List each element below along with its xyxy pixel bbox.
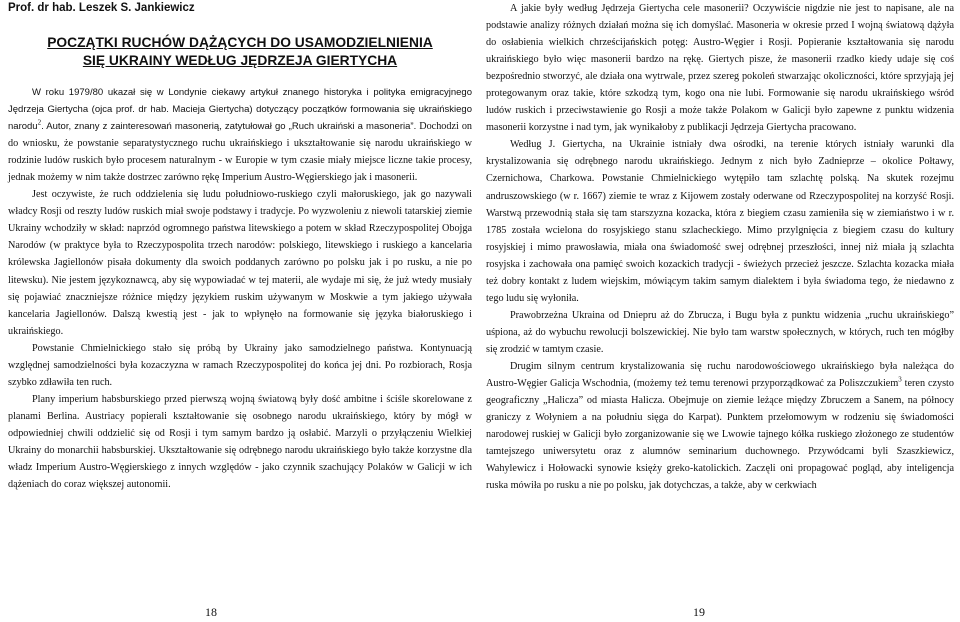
paragraph-3: Prawobrzeżna Ukraina od Dniepru aż do Zbrucza, i Bugu była z punktu widzenia „ruchu ukraińskiego” uśpiona, aż do wybuchu rewolucji bolszewickiej. Nie było tam warstw społecznych, w których, ruch ten mógłby się zrodzić w tamtym czasie. — [486, 309, 954, 355]
article-title — [8, 34, 472, 70]
title-line-1: POCZĄTKI RUCHÓW DĄŻĄCYCH DO USAMODZIELNIENIA — [47, 35, 433, 50]
page-number: 18 — [205, 605, 217, 619]
intro-text-c: Dochodzi on do wniosku, że powstanie separatystycznego ruchu ukraińskiego i ukształtowanie się narodu ukraińskiego w rodzinie ludów ruskich było procesem naturalnym - w Europie w tym czasie miały miejsce liczne takie procesy, jednak możemy w nim także dostrzec zarówno rękę Imperium Austro-Węgierskiego jak i masonerii. — [8, 121, 473, 184]
footnote-ref-3[interactable]: 3 — [898, 375, 902, 384]
paragraph-2: Jest oczywiste, że ruch oddzielenia się ludu południowo-ruskiego czyli małoruskiego, jak go nazywali władcy Rosji od reszty ludów ruskich miał swoje podstawy i tradycje. Po wyzwoleniu z niewoli tatarskiej ziemie Ukrainy wchodziły w skład: naprzód ogromnego państwa litewskiego a potem w skład Rzeczypospolitej Obojga Narodów (w praktyce była to Rzeczypospolita trzech narodów: polskiego, litewskiego i ruskiego a kancelaria królewska Jagiellonów pisała dokumenty dla swoich poddanych zarówno po polsku jak i po rusku, a nie po litewsku). Nie jestem językoznawcą, aby się wypowiadać w tej materii, ale wydaje mi się, że już wtedy musiały się pojawiać znaczniejsze różnice między językiem ruskim używanym w Moskwie a tym jakiego używała kancelaria Jagiellonów. Dalszą kwestią jest - jak to wpłynęło na formowanie się języka białoruskiego i ukraińskiego. — [8, 189, 472, 337]
paragraph-1: A jakie były według Jędrzeja Giertycha cele masonerii? Oczywiście nigdzie nie jest to napisane, ale na podstawie analizy różnych działań można się ich domyślać. Masoneria w okresie przed I wojną światową dążyła do osłabienia wielkich chrześcijańskich potęg: Austro-Węgier i Rosji. Popieranie kształtowania się narodu ukraińskiego było więc masonerii bardzo na rękę. Giertych pisze, że masonerii rzadko kiedy udaje się coś bezpośrednio stworzyć, ale działa ona wytrwale, przez szereg pokoleń stwarzając okoliczności, które sprzyjają jej protegowanym oraz takie, które szkodzą tym, kogo ona nie lubi. Formowanie się narodu ukraińskiego wśród ludów ruskich i przeciwstawienie go Rosji a może także Polakom w Galicji było zapewne z punktu widzenia masonerii korzystne i nad tym, jak wynikałoby z publikacji Jędrzeja Giertycha pracowano. — [486, 3, 954, 134]
footnote-ref-2[interactable]: 2 — [37, 118, 42, 127]
author-name: Prof. dr hab. Leszek S. Jankiewicz — [8, 2, 195, 14]
intro-text-b: . Autor, znany z zainteresowań masonerią, zatytułował go „Ruch ukraiński a masoneria”. — [41, 121, 417, 133]
title-line-2: SIĘ UKRAINY WEDŁUG JĘDRZEJA GIERTYCHA — [82, 53, 398, 68]
intro-text: W roku 1979/80 ukazał się w Londynie ciekawy artykuł znanego historyka i polityka emigracyjnego Jędrzeja Giertycha (ojca prof. dr hab. Macieja Giertycha) dotyczący początków formowania się ukraińskiego narodu — [8, 87, 472, 133]
right-page — [480, 0, 960, 622]
paragraph-3: Powstanie Chmielnickiego stało się próbą by Ukrainy jako samodzielnego państwa. Kontynuacją względnej samodzielności była kozaczyzna w ramach Rzeczypospolitej do końca jej dni. Po rozbiorach, Rosja szybko zdławiła ten ruch. — [8, 342, 472, 388]
paragraph-4-text: Drugim silnym centrum krystalizowania się ruchu narodowościowego ukraińskiego była należąca do Austro-Węgier Galicja Wschodnia, (możemy też temu terenowi przyporządkować za Poliszczukiem — [486, 360, 954, 390]
paragraph-4-text-b: teren czysto geograficzny „Halicza” od miasta Halicza. Obejmuje on ziemie leżące między Zbruczem a Sanem, na północy graniczy z Wołyniem a na południu sięga do Karpat). Punktem przełomowym w rodzeniu się świadomości narodowej ruskiej w Galicji było zorganizowanie się we Lwowie tajnego kółka ruskiego złożonego ze studentów tamtejszego uniwersytetu oraz z alumnów seminarium duchownego. Przywódcami byli Szaszkiewicz, Wahylewicz i Hołowacki synowie księży greko-katolickich. Zaczęli oni propagować pogląd, aby inteligencja ruska mówiła po rusku a nie po polsku, jak dotychczas, a także, aby w cerkwiach — [486, 378, 954, 492]
paragraph-4 — [486, 358, 954, 494]
page-number: 19 — [693, 605, 705, 619]
paragraph-2: Według J. Giertycha, na Ukrainie istniały dwa ośrodki, na terenie których istniały warunki dla krystalizowania się odrębnego narodu ukraińskiego. Jednym z nich było Zadnieprze – okolice Połtawy, Czernichowa, Charkowa. Powstanie Chmielnickiego wytępiło tam szlachtę polską. Na skutek rozejmu andruszowskiego (w r. 1667) ziemie te wraz z Kijowem zostały oderwane od Rzeczypospolitej na korzyść Rosji. Warstwą przewodnią stała się tam starszyzna kozacka, która z biegiem czasu zamieniła się w ziemiaństwo i w r. 1785 została wcielona do rosyjskiego stanu szlacheckiego. Mimo przylgnięcia z biegiem czasu do kultury rosyjskiej i mimo prawosławia, miała ona świadomość swej odrębnej przeszłości, innej niż miała ją szlachta rosyjska i zachowała ona pamięć swoich kozackich tradycji - świeżych przecież jeszcze. Szlachta kozacka miała też dobry kontakt z ludem wiejskim, mówiącym takim samym dialektem i była świadoma tego, że niedawno z tego ludu się wyłoniła. — [486, 139, 954, 304]
paragraph-4: Plany imperium habsburskiego przed pierwszą wojną światową były dość ambitne i ściśle skorelowane z planami Berlina. Austriacy popierali kształtowanie się osobnego narodu ukraińskiego, który by mógł w odpowiedniej chwili oddzielić się od Rosji i tym samym bardzo ją osłabić. Marzyli o przyłączeniu Wielkiej Ukrainy do monarchii habsburskiej. Ukształtowanie się odrębnego narodu ukraińskiego było także korzystne dla władz Imperium Austro-Węgierskiego z innych względów - jako czynnik szachujący Polaków w Galicji w ich dążeniach do coraz większej autonomii. — [8, 393, 472, 491]
paragraph-intro — [8, 84, 472, 186]
